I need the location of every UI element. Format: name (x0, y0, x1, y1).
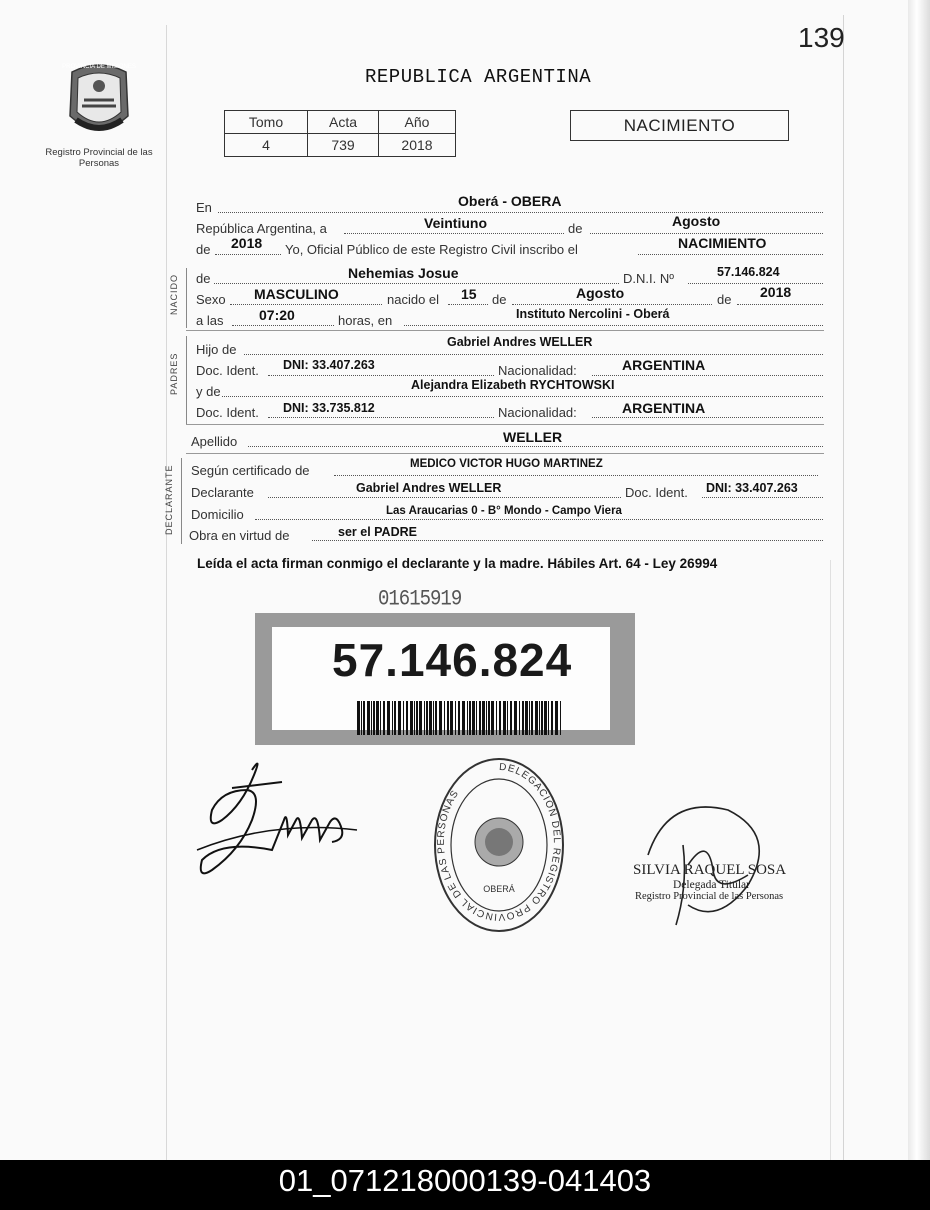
barcode-bar (363, 701, 365, 735)
obra-value: ser el PADRE (338, 525, 417, 539)
barcode-bar (416, 701, 418, 735)
sexo-value: MASCULINO (254, 286, 339, 302)
dotted-line (638, 254, 823, 255)
dotted-line (268, 497, 621, 498)
father-nationality: ARGENTINA (622, 357, 706, 373)
seal-caption: Registro Provincial de las Personas (45, 147, 153, 169)
provincial-seal-icon (62, 56, 136, 144)
apellido-value: WELLER (503, 429, 563, 445)
dotted-line (222, 396, 823, 397)
republica-label: República Argentina, a (196, 221, 327, 236)
barcode-bar (414, 701, 415, 735)
barcode-bar (426, 701, 428, 735)
de-label: de (196, 271, 211, 286)
domicilio-label: Domicilio (191, 507, 244, 522)
yde-label: y de (196, 384, 221, 399)
dotted-line (312, 540, 823, 541)
barcode-bar (535, 701, 538, 735)
barcode-bar (373, 701, 375, 735)
registry-stamp (430, 754, 568, 936)
birth-day: 15 (461, 286, 477, 302)
barcode-bar (424, 701, 425, 735)
barcode-bar (467, 701, 468, 735)
officer-text: Yo, Oficial Público de este Registro Civil inscribo el (285, 242, 578, 257)
section-divider (186, 330, 824, 331)
hijo-label: Hijo de (196, 342, 237, 357)
barcode-bar (387, 701, 390, 735)
barcode-bar (371, 701, 372, 735)
barcode-bar (357, 701, 360, 735)
right-margin-line (843, 15, 844, 1160)
dotted-line (268, 417, 494, 418)
page-number: 139 (798, 22, 845, 53)
barcode-bar (435, 701, 437, 735)
barcode-bar (519, 701, 520, 735)
barcode-bar (551, 701, 553, 735)
mother-name: Alejandra Elizabeth RYCHTOWSKI (411, 378, 615, 392)
dotted-line (702, 497, 823, 498)
horas-label: horas, en (338, 313, 393, 328)
birth-year: 2018 (760, 284, 792, 300)
year-value: 2018 (231, 235, 263, 251)
barcode-bar (376, 701, 379, 735)
official-role: Delegada Titular (673, 879, 750, 891)
barcode-bar (403, 701, 404, 735)
declarante-doc: DNI: 33.407.263 (706, 481, 798, 495)
dotted-line (268, 375, 494, 376)
sexo-label: Sexo (196, 292, 226, 307)
dotted-line (688, 283, 823, 284)
child-dni: 57.146.824 (717, 265, 780, 279)
official-block (633, 862, 786, 902)
de-label: de (196, 242, 211, 257)
dni-label: D.N.I. Nº (623, 271, 674, 286)
day-value: Veintiuno (424, 215, 487, 231)
obra-label: Obra en virtud de (189, 528, 290, 543)
barcode-bar (510, 701, 512, 735)
official-name: SILVIA RAQUEL SOSA (633, 862, 787, 878)
barcode-bar (555, 701, 558, 735)
barcode-bar (439, 701, 442, 735)
dotted-line (590, 233, 823, 234)
father-doc: DNI: 33.407.263 (283, 358, 375, 372)
dotted-line (230, 304, 382, 305)
barcode-bar (469, 701, 471, 735)
left-margin-line (166, 25, 167, 1160)
page-edge (908, 0, 930, 1160)
section-divider (186, 453, 824, 454)
nacionalidad-label: Nacionalidad: (498, 363, 577, 378)
barcode-bar (525, 701, 528, 735)
declarant-signature (192, 750, 362, 890)
dotted-line (512, 304, 712, 305)
inner-margin-line (830, 560, 831, 1160)
serial-number: 01615919 (378, 586, 462, 612)
barcode-bar (560, 701, 561, 735)
declarante-side-label: DECLARANTE (164, 464, 174, 535)
child-name: Nehemias Josue (348, 265, 459, 281)
barcode-bar (361, 701, 362, 735)
dotted-line (334, 475, 818, 476)
barcode-bar (482, 701, 485, 735)
barcode-bar (429, 701, 432, 735)
section-bracket (186, 268, 187, 328)
barcode-bar (541, 701, 543, 735)
barcode-bar (455, 701, 456, 735)
dotted-line (448, 304, 488, 305)
dni-sticker (255, 613, 635, 745)
barcode-bar (499, 701, 501, 735)
section-divider (186, 424, 824, 425)
declarante-label: Declarante (191, 485, 254, 500)
barcode-bar (514, 701, 517, 735)
barcode-bar (462, 701, 465, 735)
barcode-bar (529, 701, 530, 735)
dotted-line (592, 417, 823, 418)
de-label: de (568, 221, 583, 236)
barcode-bar (410, 701, 413, 735)
svg-text:OBERÁ: OBERÁ (483, 884, 515, 894)
barcode-bar (486, 701, 487, 735)
declarante-name: Gabriel Andres WELLER (356, 481, 502, 495)
table-cell: 4 (225, 134, 308, 157)
closing-statement: Leída el acta firman conmigo el declarante y la madre. Hábiles Art. 64 - Ley 26994 (197, 556, 718, 571)
dotted-line (214, 283, 619, 284)
barcode-bar (458, 701, 460, 735)
dotted-line (592, 375, 823, 376)
dotted-line (248, 446, 823, 447)
barcode-bar (380, 701, 381, 735)
dotted-line (244, 354, 823, 355)
table-header: Acta (308, 111, 379, 134)
barcode-bar (479, 701, 481, 735)
barcode-bar (433, 701, 434, 735)
inscribed-value: NACIMIENTO (678, 235, 767, 251)
barcode-bar (503, 701, 506, 735)
domicilio-value: Las Araucarias 0 - B° Mondo - Campo Viera (386, 505, 622, 517)
dotted-line (344, 233, 564, 234)
nacionalidad-label: Nacionalidad: (498, 405, 577, 420)
act-type-box: NACIMIENTO (570, 110, 789, 141)
apellido-label: Apellido (191, 434, 238, 449)
dotted-line (737, 304, 823, 305)
registry-table (224, 110, 456, 157)
barcode-bar (488, 701, 490, 735)
svg-text:PROVINCIA DE MISIONES: PROVINCIA DE MISIONES (62, 64, 136, 70)
dotted-line (218, 212, 823, 213)
father-name: Gabriel Andres WELLER (447, 335, 593, 349)
dni-sticker-inner (272, 627, 610, 730)
section-bracket (186, 336, 187, 424)
sticker-number: 57.146.824 (332, 634, 573, 686)
de-label: de (717, 292, 732, 307)
alas-label: a las (196, 313, 224, 328)
birth-time: 07:20 (259, 307, 295, 323)
barcode-bar (394, 701, 396, 735)
table-header: Año (379, 111, 456, 134)
svg-text:DELEGACION DEL REGISTRO PROVIN: DELEGACION DEL REGISTRO PROVINCIAL DE LAS PERSONAS (435, 761, 562, 923)
dotted-line (255, 519, 823, 520)
barcode-bar (507, 701, 508, 735)
barcode-bar (398, 701, 401, 735)
nacido-side-label: NACIDO (169, 273, 179, 315)
barcode-bar (496, 701, 497, 735)
doc-label: Doc. Ident. (625, 485, 688, 500)
birth-place: Instituto Nercolini - Oberá (516, 307, 670, 321)
table-cell: 739 (308, 134, 379, 157)
official-org: Registro Provincial de las Personas (635, 891, 784, 902)
barcode-bar (444, 701, 445, 735)
mother-doc: DNI: 33.735.812 (283, 401, 375, 415)
barcode-bar (367, 701, 370, 735)
barcode-bar (548, 701, 549, 735)
barcode-icon (357, 701, 563, 735)
barcode-bar (522, 701, 524, 735)
dotted-line (215, 254, 281, 255)
de-label: de (492, 292, 507, 307)
en-label: En (196, 200, 212, 215)
certificate-value: MEDICO VICTOR HUGO MARTINEZ (410, 458, 603, 470)
doc-label: Doc. Ident. (196, 405, 259, 420)
barcode-bar (392, 701, 393, 735)
section-bracket (181, 458, 182, 544)
footer-code: 01_071218000139-041403 (278, 1163, 652, 1198)
place-value: Oberá - OBERA (458, 193, 562, 209)
barcode-bar (472, 701, 475, 735)
barcode-bar (450, 701, 453, 735)
barcode-bar (491, 701, 494, 735)
birth-month: Agosto (576, 285, 625, 301)
month-value: Agosto (672, 213, 721, 229)
barcode-bar (383, 701, 385, 735)
padres-side-label: PADRES (169, 352, 179, 395)
dotted-line (232, 325, 334, 326)
barcode-bar (531, 701, 533, 735)
mother-nationality: ARGENTINA (622, 400, 706, 416)
barcode-bar (419, 701, 422, 735)
table-header: Tomo (225, 111, 308, 134)
barcode-bar (476, 701, 477, 735)
barcode-bar (447, 701, 449, 735)
certificado-label: Según certificado de (191, 463, 310, 478)
barcode-bar (406, 701, 408, 735)
barcode-bar (539, 701, 540, 735)
dotted-line (404, 325, 823, 326)
barcode-bar (544, 701, 547, 735)
document-title: REPUBLICA ARGENTINA (365, 66, 592, 88)
table-cell: 2018 (379, 134, 456, 157)
nacido-label: nacido el (387, 292, 440, 307)
doc-label: Doc. Ident. (196, 363, 259, 378)
